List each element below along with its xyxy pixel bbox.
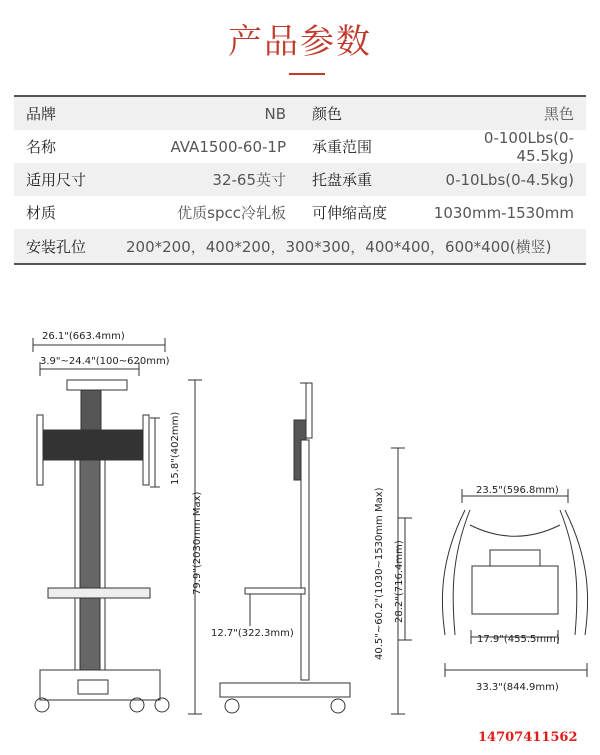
spec-value: 黑色 (543, 105, 574, 123)
spec-label: 品牌 (26, 105, 57, 123)
spec-label: 托盘承重 (312, 171, 373, 189)
spec-value: 32-65英寸 (212, 171, 286, 189)
page-title: 产品参数 (228, 22, 372, 62)
dim-width-total: 26.1"(663.4mm) (42, 331, 125, 342)
dim-plate-height: 15.8"(402mm) (170, 411, 181, 485)
spec-value: AVA1500-60-1P (170, 137, 286, 156)
spec-value: 0-10Lbs(0-4.5kg) (445, 170, 574, 189)
dim-base-inner: 23.5"(596.8mm) (476, 485, 559, 496)
top-view-drawing (398, 489, 588, 677)
spec-value: 200*200，400*200，300*300，400*400，600*400(横竖) (126, 237, 552, 256)
spec-label: 适用尺寸 (26, 171, 87, 189)
spec-value: 1030mm-1530mm (433, 203, 574, 222)
spec-label: 安装孔位 (26, 237, 87, 256)
dim-height-range: 40.5"~60.2"(1030~1530mm Max) (374, 487, 385, 660)
dim-arm-range: 3.9"~24.4"(100~620mm) (40, 356, 170, 367)
front-view-drawing (33, 338, 202, 714)
dim-tray-depth: 12.7"(322.3mm) (211, 628, 294, 639)
spec-value: 0-100Lbs(0-45.5kg) (483, 128, 574, 165)
dim-base-outer: 33.3"(844.9mm) (476, 682, 559, 693)
dim-base-depth: 28.2"(716.4mm) (394, 540, 405, 623)
spec-label: 材质 (26, 204, 57, 222)
spec-value: 优质spcc冷轧板 (177, 204, 286, 222)
spec-value: NB (264, 104, 286, 123)
phone-number: 14707411562 (478, 730, 578, 745)
spec-label: 承重范围 (312, 138, 373, 156)
spec-label: 可伸缩高度 (312, 204, 388, 222)
dim-max-height: 79.9"(2030mm Max) (192, 491, 203, 595)
spec-label: 颜色 (312, 105, 343, 123)
dim-tray-width: 17.9"(455.5mm) (477, 634, 560, 645)
spec-label: 名称 (26, 138, 57, 156)
